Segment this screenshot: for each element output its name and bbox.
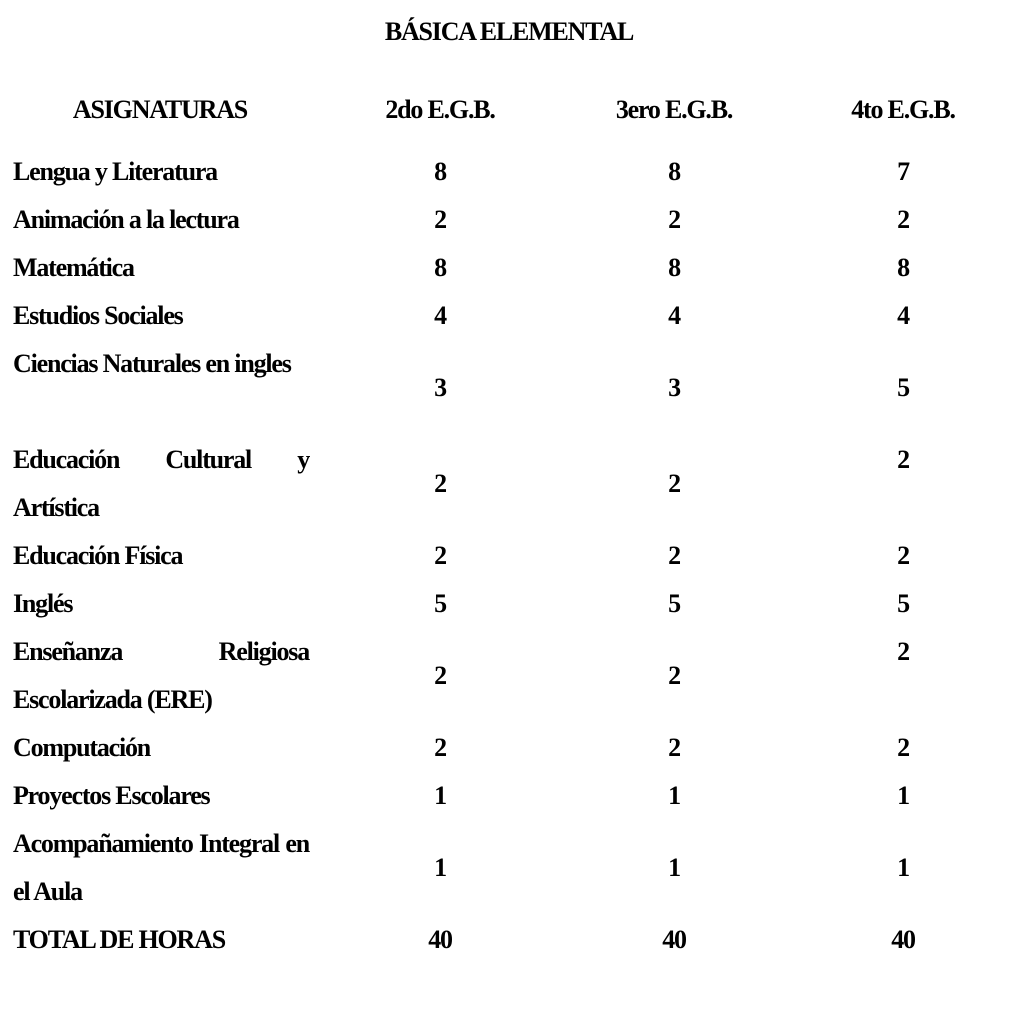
subject-name: Enseñanza Religiosa Escolarizada (ERE) [13, 637, 309, 714]
header-subjects: ASIGNATURAS [72, 95, 248, 124]
subject-name: Lengua y Literatura [13, 157, 217, 186]
hours-2do: 2 [434, 205, 446, 234]
header-4to-egb: 4to E.G.B. [851, 95, 955, 124]
hours-2do: 2 [434, 733, 446, 762]
table-row [0, 820, 1018, 916]
hours-4to: 8 [897, 253, 909, 282]
hours-2do: 2 [434, 661, 446, 690]
subject-name: Inglés [13, 589, 73, 618]
subject-name: Animación a la lectura [13, 205, 239, 234]
subject-name: Educación Física [13, 541, 183, 570]
subject-name: Educación Cultural y Artística [13, 445, 309, 522]
table-row [0, 628, 1018, 724]
table-row [0, 772, 1018, 820]
subjects-table [0, 148, 1018, 964]
hours-4to: 2 [897, 445, 909, 474]
hours-2do: 8 [434, 253, 446, 282]
hours-3ero: 3 [668, 373, 680, 402]
total-2do: 40 [428, 925, 452, 954]
hours-2do: 5 [434, 589, 446, 618]
table-row [0, 148, 1018, 196]
table-row [0, 196, 1018, 244]
hours-3ero: 4 [668, 301, 680, 330]
hours-3ero: 2 [668, 733, 680, 762]
hours-3ero: 1 [668, 853, 680, 882]
subject-name: Acompañamiento Integral en el Aula [13, 829, 309, 906]
hours-4to: 5 [897, 373, 909, 402]
total-label: TOTAL DE HORAS [13, 925, 225, 954]
hours-2do: 4 [434, 301, 446, 330]
subject-name: Computación [13, 733, 151, 762]
hours-2do: 8 [434, 157, 446, 186]
hours-2do: 1 [434, 853, 446, 882]
header-2do-egb: 2do E.G.B. [385, 95, 495, 124]
table-row [0, 724, 1018, 772]
subject-name: Matemática [13, 253, 134, 282]
hours-3ero: 8 [668, 253, 680, 282]
hours-4to: 2 [897, 541, 909, 570]
hours-2do: 1 [434, 781, 446, 810]
table-row [0, 580, 1018, 628]
subject-name: Ciencias Naturales en ingles [13, 349, 291, 378]
table-row [0, 292, 1018, 340]
table-row [0, 340, 1018, 436]
hours-2do: 2 [434, 541, 446, 570]
page-title: BÁSICA ELEMENTAL [384, 17, 634, 46]
hours-4to: 2 [897, 733, 909, 762]
table-row [0, 436, 1018, 532]
hours-4to: 2 [897, 205, 909, 234]
hours-3ero: 2 [668, 469, 680, 498]
hours-3ero: 1 [668, 781, 680, 810]
hours-4to: 7 [897, 157, 909, 186]
hours-4to: 2 [897, 637, 909, 666]
hours-3ero: 8 [668, 157, 680, 186]
hours-4to: 1 [897, 781, 909, 810]
hours-4to: 4 [897, 301, 909, 330]
table-row-total [0, 916, 1018, 964]
hours-3ero: 5 [668, 589, 680, 618]
hours-4to: 5 [897, 589, 909, 618]
table-row [0, 532, 1018, 580]
header-3ero-egb: 3ero E.G.B. [615, 95, 733, 124]
hours-4to: 1 [897, 853, 909, 882]
table-row [0, 244, 1018, 292]
table-header [0, 92, 1018, 128]
hours-3ero: 2 [668, 541, 680, 570]
hours-3ero: 2 [668, 661, 680, 690]
total-3ero: 40 [662, 925, 686, 954]
hours-2do: 2 [434, 469, 446, 498]
subject-name: Proyectos Escolares [13, 781, 210, 810]
hours-3ero: 2 [668, 205, 680, 234]
total-4to: 40 [891, 925, 915, 954]
subject-name: Estudios Sociales [13, 301, 183, 330]
hours-2do: 3 [434, 373, 446, 402]
